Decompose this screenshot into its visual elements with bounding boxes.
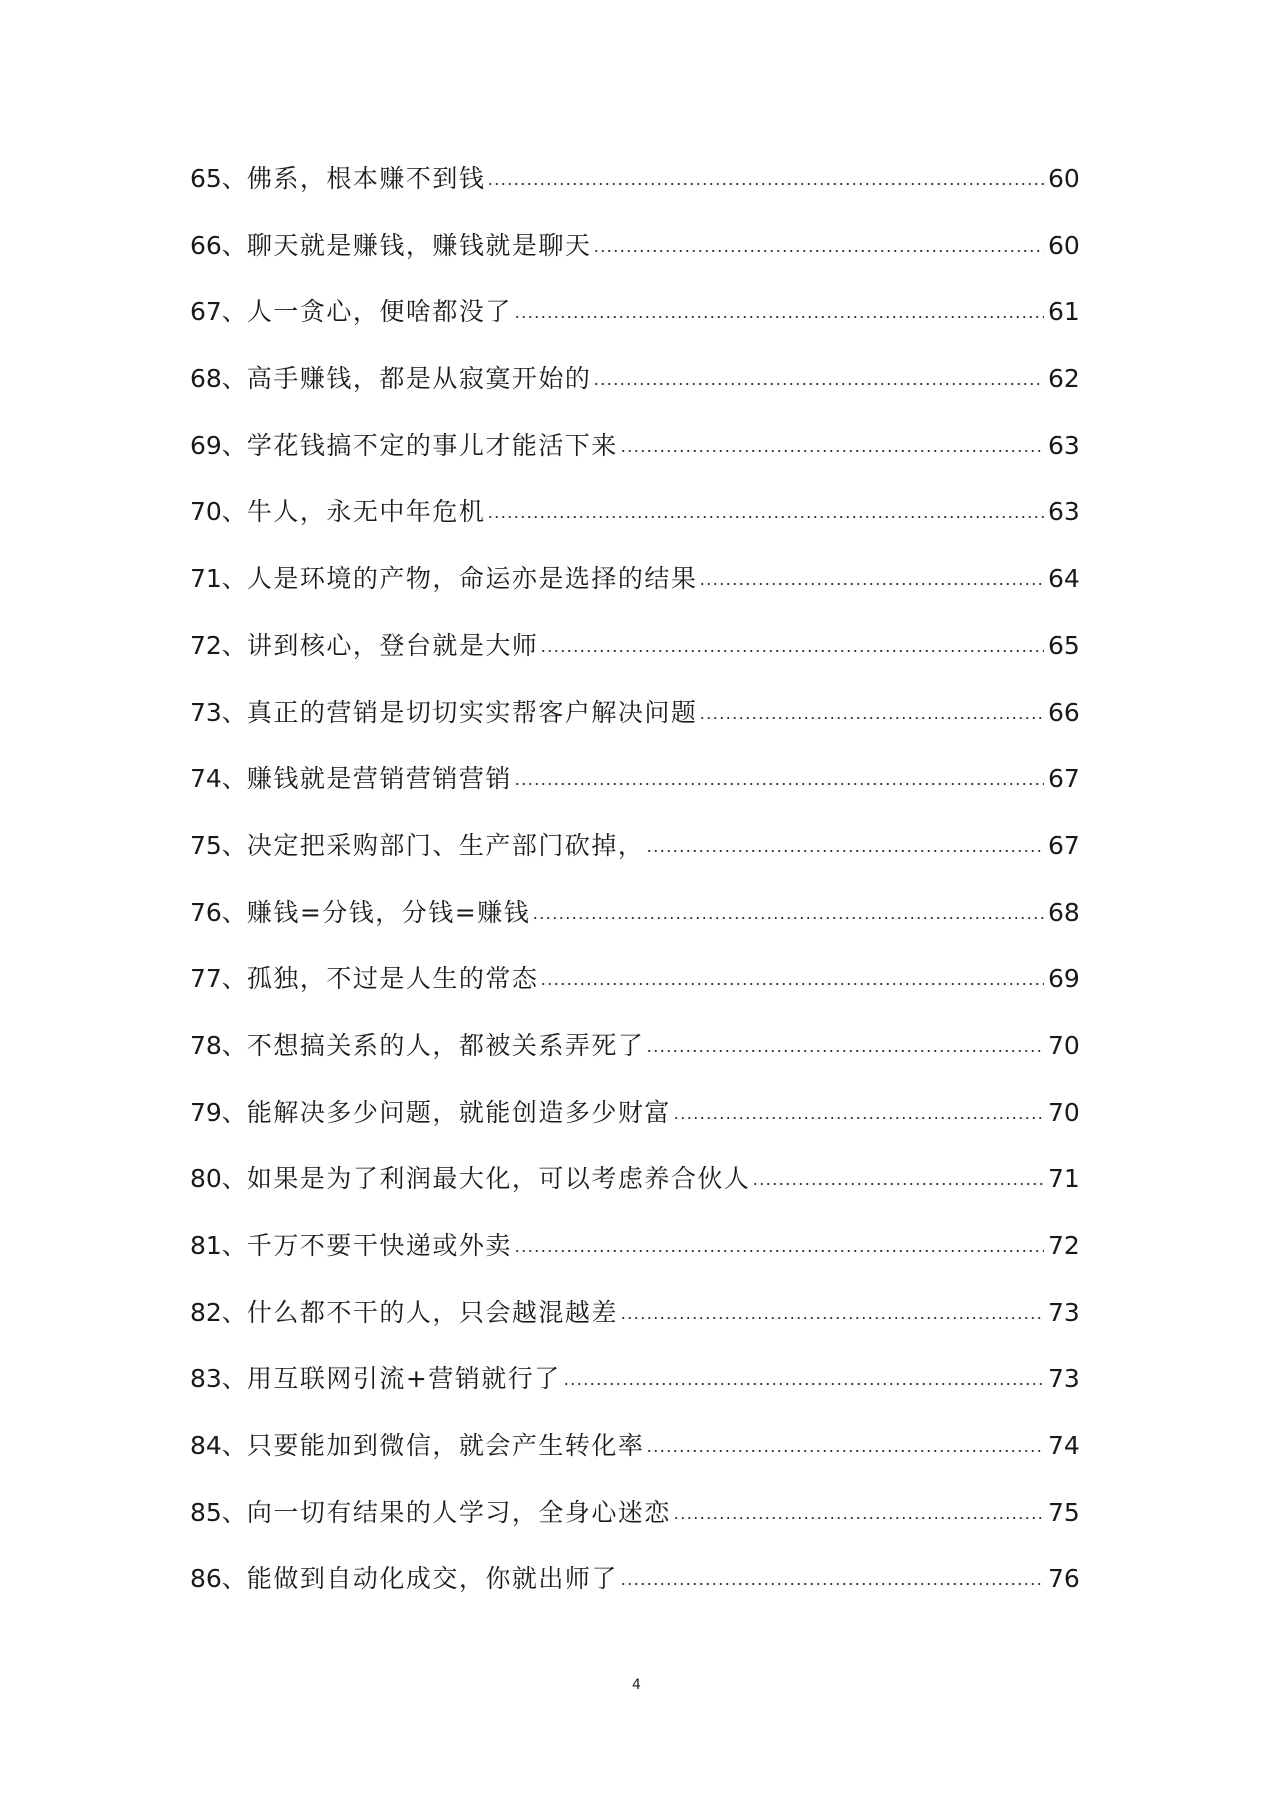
toc-entry-title: 真正的营销是切切实实帮客户解决问题 xyxy=(246,697,698,727)
toc-entry-page: 67 xyxy=(1048,764,1080,794)
toc-entry-title: 高手赚钱，都是从寂寞开始的 xyxy=(246,364,592,394)
toc-entry-number: 80、 xyxy=(190,1164,247,1194)
toc-entry-title: 人一贪心，便啥都没了 xyxy=(246,297,512,327)
toc-entry-page: 75 xyxy=(1048,1497,1080,1527)
toc-entry-title: 不想搞关系的人，都被关系弄死了 xyxy=(246,1030,645,1060)
dot-leader xyxy=(646,1049,1044,1053)
table-of-contents xyxy=(190,164,1078,1631)
toc-entry-number: 65、 xyxy=(190,164,247,193)
toc-entry-page: 71 xyxy=(1048,1164,1080,1194)
toc-entry-number: 70、 xyxy=(190,497,247,527)
toc-entry-page: 65 xyxy=(1048,630,1080,660)
toc-entry[interactable] xyxy=(190,1098,1078,1165)
toc-entry-page: 67 xyxy=(1048,830,1080,860)
toc-entry[interactable] xyxy=(190,1298,1078,1365)
toc-entry-title: 千万不要干快递或外卖 xyxy=(246,1231,512,1260)
toc-entry-page: 66 xyxy=(1048,697,1080,727)
toc-entry-title: 人是环境的产物，命运亦是选择的结果 xyxy=(246,564,698,594)
toc-entry[interactable] xyxy=(190,964,1078,1031)
toc-entry-number: 75、 xyxy=(190,830,247,860)
dot-leader xyxy=(487,182,1044,186)
toc-entry-page: 62 xyxy=(1048,364,1080,394)
toc-entry[interactable] xyxy=(190,1431,1078,1498)
toc-entry-page: 68 xyxy=(1048,897,1080,927)
toc-entry-title: 赚钱就是营销营销营销 xyxy=(246,764,512,794)
toc-entry-number: 74、 xyxy=(190,764,247,794)
dot-leader xyxy=(540,649,1044,653)
toc-entry[interactable] xyxy=(190,1164,1078,1231)
toc-entry-title: 如果是为了利润最大化，可以考虑养合伙人 xyxy=(246,1164,751,1194)
toc-entry-page: 70 xyxy=(1048,1097,1080,1127)
dot-leader xyxy=(514,315,1044,319)
toc-entry[interactable] xyxy=(190,164,1078,231)
dot-leader xyxy=(699,716,1044,720)
dot-leader xyxy=(514,1249,1044,1253)
dot-leader xyxy=(563,1382,1044,1386)
toc-entry-number: 83、 xyxy=(190,1364,247,1394)
toc-entry-title: 牛人，永无中年危机 xyxy=(246,497,486,527)
toc-entry[interactable] xyxy=(190,764,1078,831)
toc-entry[interactable] xyxy=(190,497,1078,564)
toc-entry[interactable] xyxy=(190,1498,1078,1565)
toc-entry-title: 孤独，不过是人生的常态 xyxy=(246,964,539,994)
toc-entry-number: 67、 xyxy=(190,297,247,327)
dot-leader xyxy=(593,382,1044,386)
toc-entry-number: 86、 xyxy=(190,1564,247,1594)
toc-entry-page: 70 xyxy=(1048,1030,1080,1060)
dot-leader xyxy=(620,449,1044,453)
dot-leader xyxy=(620,1582,1044,1586)
toc-entry[interactable] xyxy=(190,1564,1078,1631)
toc-entry-number: 77、 xyxy=(190,964,247,994)
toc-entry[interactable] xyxy=(190,1231,1078,1298)
toc-entry-number: 79、 xyxy=(190,1097,247,1127)
toc-entry-title: 赚钱=分钱，分钱=赚钱 xyxy=(246,897,531,927)
dot-leader xyxy=(699,582,1044,586)
toc-entry-page: 63 xyxy=(1048,430,1080,460)
toc-entry-title: 学花钱搞不定的事儿才能活下来 xyxy=(246,430,618,460)
dot-leader xyxy=(646,849,1044,853)
toc-entry-page: 61 xyxy=(1048,297,1080,327)
dot-leader xyxy=(673,1116,1044,1120)
toc-entry-number: 76、 xyxy=(190,897,247,927)
toc-entry[interactable] xyxy=(190,1364,1078,1431)
toc-entry-title: 用互联网引流+营销就行了 xyxy=(246,1364,561,1394)
toc-entry-page: 74 xyxy=(1048,1431,1080,1461)
toc-entry[interactable] xyxy=(190,297,1078,364)
toc-entry-title: 只要能加到微信，就会产生转化率 xyxy=(246,1431,645,1461)
toc-entry-page: 69 xyxy=(1048,964,1080,994)
toc-entry[interactable] xyxy=(190,231,1078,298)
toc-entry-number: 78、 xyxy=(190,1030,247,1060)
toc-entry-page: 64 xyxy=(1048,564,1080,594)
dot-leader xyxy=(532,916,1044,920)
toc-entry-title: 佛系，根本赚不到钱 xyxy=(246,164,486,193)
toc-entry-number: 73、 xyxy=(190,697,247,727)
toc-entry[interactable] xyxy=(190,364,1078,431)
toc-entry-title: 什么都不干的人，只会越混越差 xyxy=(246,1297,618,1327)
toc-entry-number: 69、 xyxy=(190,430,247,460)
toc-entry-title: 聊天就是赚钱，赚钱就是聊天 xyxy=(246,230,592,260)
toc-entry-page: 72 xyxy=(1048,1231,1080,1260)
toc-entry-page: 73 xyxy=(1048,1297,1080,1327)
toc-entry-title: 讲到核心，登台就是大师 xyxy=(246,630,539,660)
toc-entry-page: 60 xyxy=(1048,164,1080,193)
dot-leader xyxy=(620,1316,1044,1320)
dot-leader xyxy=(540,982,1044,986)
toc-entry-number: 84、 xyxy=(190,1431,247,1461)
page-number: 4 xyxy=(632,1677,641,1693)
toc-entry-number: 72、 xyxy=(190,630,247,660)
toc-entry-number: 68、 xyxy=(190,364,247,394)
toc-entry[interactable] xyxy=(190,631,1078,698)
toc-entry-page: 73 xyxy=(1048,1364,1080,1394)
toc-entry-page: 60 xyxy=(1048,230,1080,260)
toc-entry-number: 85、 xyxy=(190,1497,247,1527)
toc-entry[interactable] xyxy=(190,564,1078,631)
toc-entry-page: 76 xyxy=(1048,1564,1080,1594)
toc-entry-title: 向一切有结果的人学习，全身心迷恋 xyxy=(246,1497,671,1527)
toc-entry-number: 81、 xyxy=(190,1231,247,1260)
dot-leader xyxy=(487,515,1044,519)
dot-leader xyxy=(752,1182,1044,1186)
toc-entry-page: 63 xyxy=(1048,497,1080,527)
toc-entry-title: 决定把采购部门、生产部门砍掉， xyxy=(246,830,645,860)
toc-entry[interactable] xyxy=(190,831,1078,898)
toc-entry[interactable] xyxy=(190,431,1078,498)
dot-leader xyxy=(593,249,1044,253)
toc-entry-title: 能解决多少问题，就能创造多少财富 xyxy=(246,1097,671,1127)
toc-entry-number: 71、 xyxy=(190,564,247,594)
dot-leader xyxy=(514,782,1044,786)
toc-entry-number: 66、 xyxy=(190,230,247,260)
toc-entry[interactable] xyxy=(190,1031,1078,1098)
dot-leader xyxy=(646,1449,1044,1453)
dot-leader xyxy=(673,1516,1044,1520)
toc-entry-number: 82、 xyxy=(190,1297,247,1327)
toc-entry[interactable] xyxy=(190,698,1078,765)
toc-entry[interactable] xyxy=(190,898,1078,965)
toc-entry-title: 能做到自动化成交，你就出师了 xyxy=(246,1564,618,1594)
